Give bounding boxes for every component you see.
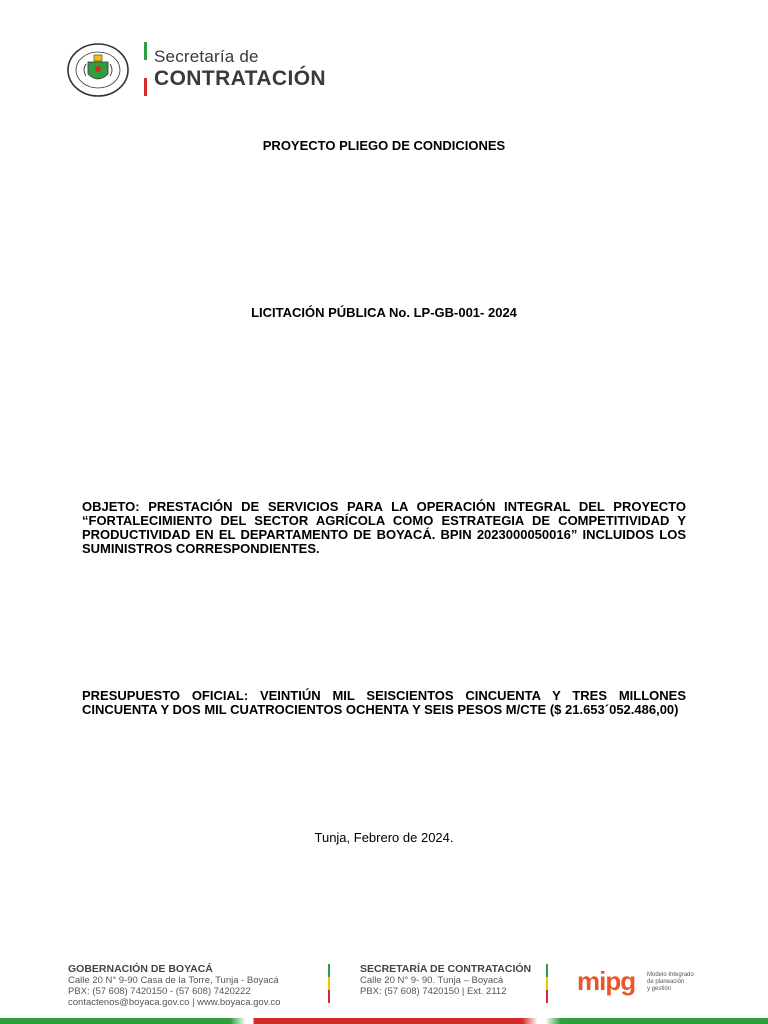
footer-sec-heading: SECRETARÍA DE CONTRATACIÓN	[360, 963, 532, 975]
mipg-tag-line1: Modelo Integrado	[647, 972, 694, 978]
mipg-tagline	[647, 972, 707, 993]
mipg-tag-line3: y gestión	[647, 986, 672, 992]
footer-gob-heading: GOBERNACIÓN DE BOYACÁ	[68, 963, 213, 975]
brand-line1: Secretaría de	[154, 47, 259, 66]
footer-gobernacion	[68, 964, 280, 1008]
secretaria-brand	[154, 48, 326, 89]
mipg-logo	[577, 966, 694, 996]
brand-line2: CONTRATACIÓN	[154, 67, 327, 90]
page-footer	[0, 960, 768, 1024]
footer-gob-contact: contactenos@boyaca.gov.co | www.boyaca.gov.co	[68, 997, 281, 1008]
footer-sec-address: Calle 20 N° 9- 90. Tunja – Boyacá	[360, 975, 504, 986]
presupuesto-paragraph: PRESUPUESTO OFICIAL: VEINTIÚN MIL SEISCIENTOS CINCUENTA Y TRES MILLONES CINCUENTA Y DOS MIL CUATROCIENTOS OCHENTA Y SEIS PESOS M/CTE ($ 21.653´052.486,00)	[82, 688, 686, 717]
place-date: Tunja, Febrero de 2024.	[314, 830, 454, 845]
document-title: PROYECTO PLIEGO DE CONDICIONES	[262, 138, 506, 153]
footer-gob-phone: PBX: (57 608) 7420150 - (57 608) 7420222	[68, 986, 251, 997]
footer-secretaria	[360, 964, 531, 997]
mipg-tag-line2: de planeación	[647, 979, 685, 985]
footer-divider	[328, 964, 330, 1004]
footer-color-stripe	[0, 1018, 768, 1024]
mipg-logo-text: mipg	[577, 966, 636, 996]
brand-color-bar	[144, 42, 147, 96]
footer-gob-address: Calle 20 N° 9-90 Casa de la Torre, Tunja - Boyacá	[68, 975, 279, 986]
licitacion-number: LICITACIÓN PÚBLICA No. LP-GB-001- 2024	[251, 305, 517, 320]
footer-divider	[546, 964, 548, 1004]
gobernacion-seal-icon	[66, 42, 130, 98]
objeto-paragraph: OBJETO: PRESTACIÓN DE SERVICIOS PARA LA OPERACIÓN INTEGRAL DEL PROYECTO “FORTALECIMIENTO DEL SECTOR AGRÍCOLA COMO ESTRATEGIA DE COMPETITIVIDAD Y PRODUCTIVIDAD EN EL DEPARTAMENTO DE BOYACÁ. BPIN 2023000050016” INCLUIDOS LOS SUMINISTROS CORRESPONDIENTES.	[82, 499, 686, 556]
footer-sec-phone: PBX: (57 608) 7420150 | Ext. 2112	[360, 986, 507, 997]
